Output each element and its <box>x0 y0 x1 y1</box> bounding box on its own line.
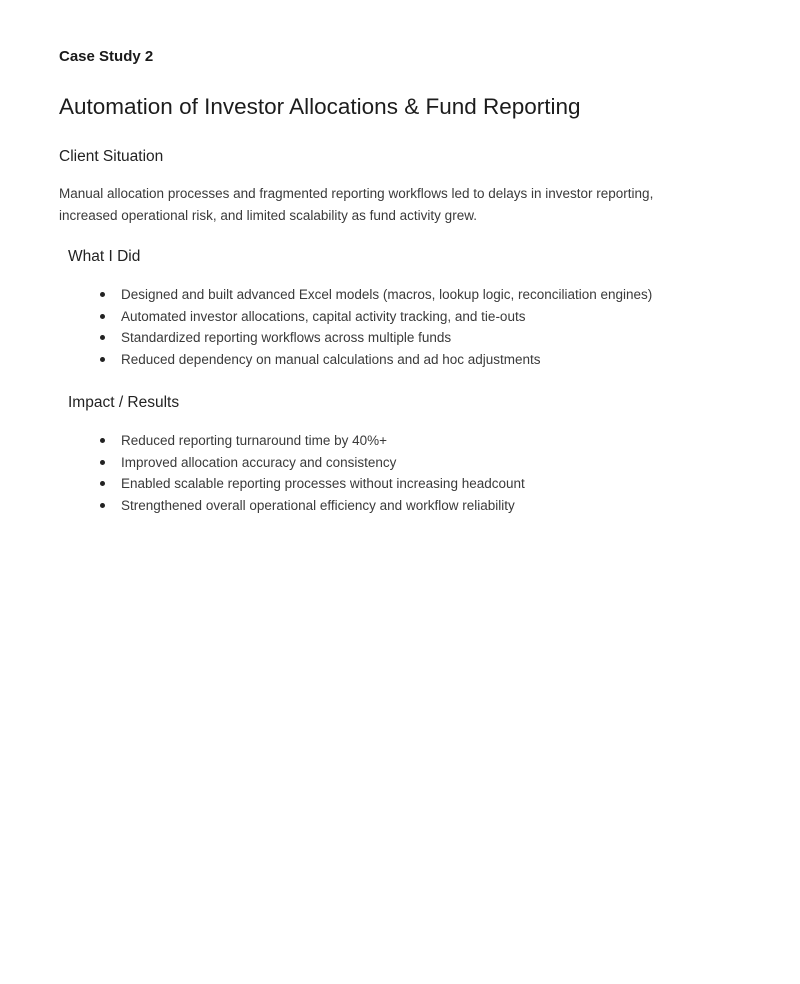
section-heading-what-i-did: What I Did <box>68 248 141 265</box>
list-item <box>68 495 750 517</box>
document-title: Automation of Investor Allocations & Fund Reporting <box>59 94 581 119</box>
list-item <box>68 349 750 371</box>
list-item-text: Enabled scalable reporting processes without increasing headcount <box>121 476 525 492</box>
subsection-impact-results <box>68 393 750 517</box>
bullet-icon <box>100 481 105 486</box>
list-item-text: Designed and built advanced Excel models (macros, lookup logic, reconciliation engines) <box>121 287 653 302</box>
bullet-icon <box>100 357 105 362</box>
bullet-icon <box>100 438 105 443</box>
case-study-label: Case Study 2 <box>59 48 154 65</box>
list-item-text: Standardized reporting workflows across multiple funds <box>121 330 452 346</box>
subsection-what-i-did <box>68 247 750 371</box>
list-item <box>68 284 750 306</box>
document-content <box>59 0 750 517</box>
list-item <box>68 306 750 328</box>
list-item <box>68 473 750 495</box>
what-i-did-list <box>68 284 750 371</box>
bullet-icon <box>100 460 105 465</box>
list-item-text: Improved allocation accuracy and consistency <box>121 454 397 470</box>
impact-results-list <box>68 430 750 517</box>
list-item <box>68 327 750 349</box>
list-item-text: Reduced reporting turnaround time by 40%+ <box>121 432 388 448</box>
list-item-text: Automated investor allocations, capital activity tracking, and tie-outs <box>121 308 526 324</box>
client-situation-paragraph: Manual allocation processes and fragmented reporting workflows led to delays in investor reporting, increased operational risk, and limited scalability as fund activity grew. <box>59 186 654 223</box>
list-item-text: Reduced dependency on manual calculations and ad hoc adjustments <box>121 352 541 368</box>
bullet-icon <box>100 503 105 508</box>
list-item <box>68 430 750 452</box>
section-heading-client-situation: Client Situation <box>59 148 164 165</box>
bullet-icon <box>100 314 105 319</box>
bullet-icon <box>100 292 105 297</box>
list-item <box>68 452 750 474</box>
list-item-text: Strengthened overall operational efficiency and workflow reliability <box>121 497 515 513</box>
bullet-icon <box>100 335 105 340</box>
section-heading-impact-results: Impact / Results <box>68 393 180 411</box>
